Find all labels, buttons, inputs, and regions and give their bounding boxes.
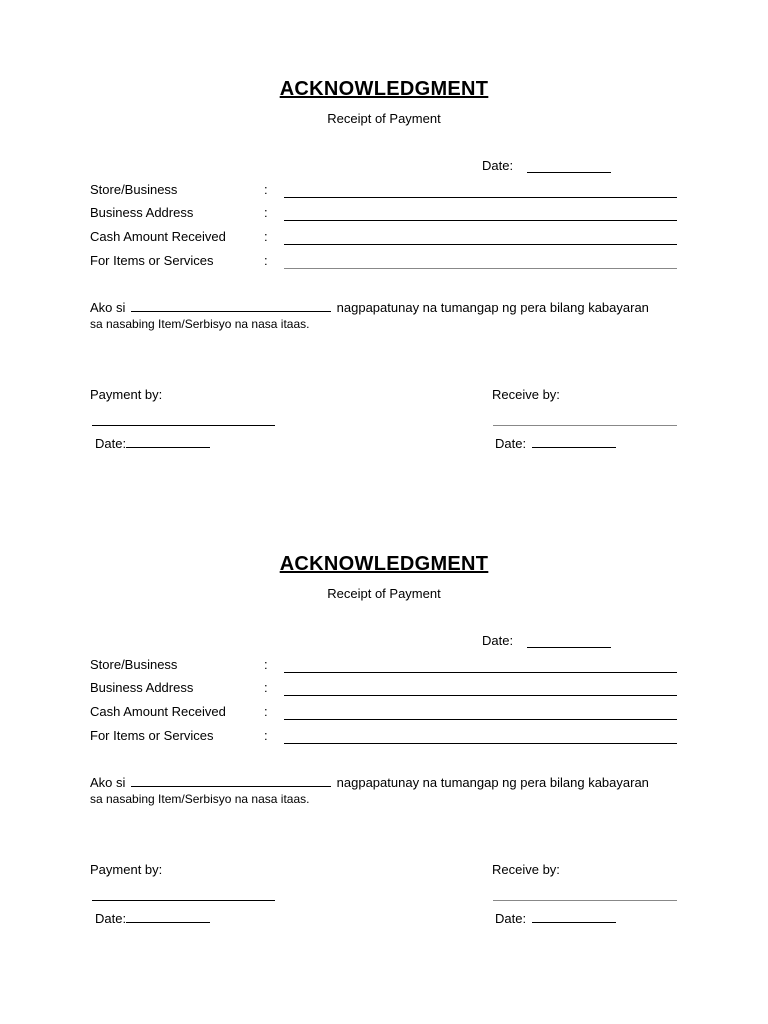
- receive-date-label: Date:: [495, 436, 527, 451]
- statement-prefix: Ako si: [90, 300, 126, 315]
- receive-date: [495, 435, 616, 451]
- statement-line-2: sa nasabing Item/Serbisyo na nasa itaas.: [90, 792, 310, 806]
- form-title: ACKNOWLEDGMENT: [279, 78, 489, 100]
- date-field: [482, 633, 513, 648]
- acknowledgment-statement: [90, 300, 690, 332]
- field-blank-line[interactable]: [284, 672, 677, 673]
- payment-date: [95, 435, 210, 451]
- field-colon: :: [264, 182, 268, 197]
- field-colon: :: [264, 680, 268, 695]
- date-blank-line[interactable]: [527, 647, 611, 648]
- field-blank-line[interactable]: [284, 220, 677, 221]
- field-label: Store/Business: [90, 182, 178, 197]
- payment-date: [95, 910, 210, 926]
- acknowledgment-form-2: [0, 475, 768, 945]
- date-field: [482, 158, 513, 173]
- payment-date-blank-line[interactable]: [126, 910, 210, 923]
- field-colon: :: [264, 728, 268, 743]
- field-colon: :: [264, 229, 268, 244]
- form-subtitle: Receipt of Payment: [327, 586, 441, 601]
- field-label: Store/Business: [90, 657, 178, 672]
- field-label: Cash Amount Received: [90, 229, 226, 244]
- receive-date-blank-line[interactable]: [532, 910, 616, 923]
- field-blank-line[interactable]: [284, 268, 677, 269]
- statement-prefix: Ako si: [90, 775, 126, 790]
- field-label: For Items or Services: [90, 253, 214, 268]
- payment-date-label: Date:: [95, 436, 127, 451]
- receive-signature-line[interactable]: [493, 425, 677, 426]
- statement-line-2: sa nasabing Item/Serbisyo na nasa itaas.: [90, 317, 310, 331]
- field-label: Business Address: [90, 680, 194, 695]
- field-blank-line[interactable]: [284, 695, 677, 696]
- payment-date-blank-line[interactable]: [126, 435, 210, 448]
- field-colon: :: [264, 253, 268, 268]
- field-colon: :: [264, 704, 268, 719]
- payment-signature-line[interactable]: [92, 900, 275, 901]
- name-blank-line[interactable]: [131, 775, 331, 787]
- acknowledgment-form-1: [0, 0, 768, 470]
- field-label: Cash Amount Received: [90, 704, 226, 719]
- payment-by-label: Payment by:: [90, 862, 163, 877]
- field-colon: :: [264, 205, 268, 220]
- payment-by-label: Payment by:: [90, 387, 163, 402]
- date-blank-line[interactable]: [527, 172, 611, 173]
- field-blank-line[interactable]: [284, 743, 677, 744]
- receive-date-label: Date:: [495, 911, 527, 926]
- receive-date: [495, 910, 616, 926]
- name-blank-line[interactable]: [131, 300, 331, 312]
- field-blank-line[interactable]: [284, 197, 677, 198]
- form-subtitle: Receipt of Payment: [327, 111, 441, 126]
- payment-date-label: Date:: [95, 911, 127, 926]
- field-label: Business Address: [90, 205, 194, 220]
- receive-date-blank-line[interactable]: [532, 435, 616, 448]
- field-blank-line[interactable]: [284, 244, 677, 245]
- form-title: ACKNOWLEDGMENT: [279, 553, 489, 575]
- receive-by-label: Receive by:: [492, 862, 560, 877]
- date-label: Date:: [482, 633, 514, 648]
- statement-suffix: nagpapatunay na tumangap ng pera bilang kabayaran: [336, 300, 649, 315]
- receive-by-label: Receive by:: [492, 387, 560, 402]
- acknowledgment-statement: [90, 775, 690, 807]
- field-label: For Items or Services: [90, 728, 214, 743]
- statement-suffix: nagpapatunay na tumangap ng pera bilang kabayaran: [336, 775, 649, 790]
- receive-signature-line[interactable]: [493, 900, 677, 901]
- payment-signature-line[interactable]: [92, 425, 275, 426]
- date-label: Date:: [482, 158, 514, 173]
- field-colon: :: [264, 657, 268, 672]
- field-blank-line[interactable]: [284, 719, 677, 720]
